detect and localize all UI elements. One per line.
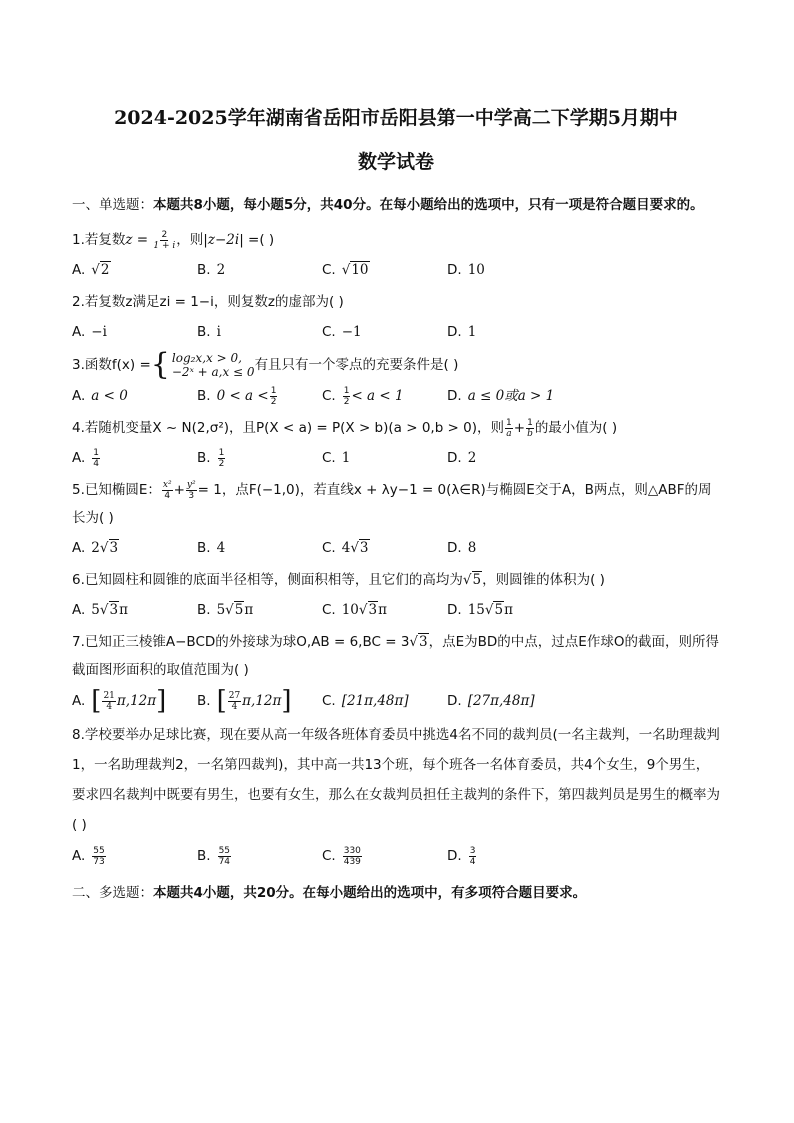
sqrt: √5	[225, 602, 244, 618]
option-label: B.	[197, 450, 211, 466]
question-number: 6.	[72, 572, 85, 588]
fraction-numerator: 330	[343, 845, 361, 856]
interval	[91, 688, 166, 714]
option-label: C.	[322, 450, 336, 466]
question-2-options	[72, 320, 720, 344]
question-text: 已知椭圆E：	[84, 482, 161, 498]
fraction-denominator: 4	[231, 701, 238, 712]
option-a[interactable]	[72, 320, 197, 344]
fraction-numerator: 3	[469, 845, 476, 856]
question-text: 若随机变量X ~ N(2,σ²)，且P(X < a) = P(X > b)(a > 0,b > 0)，则	[84, 420, 505, 436]
fraction-denominator: 3	[188, 490, 195, 501]
fraction-numerator: 1	[527, 417, 533, 428]
option-label: A.	[72, 262, 86, 278]
right-bracket-icon: ]	[156, 686, 167, 716]
piecewise-row: −2ˣ + a,x ≤ 0	[171, 365, 255, 379]
option-a[interactable]	[72, 598, 197, 622]
option-value: −1	[341, 324, 362, 340]
option-d[interactable]	[447, 536, 572, 560]
section-2-heading	[72, 878, 720, 908]
option-c[interactable]	[322, 536, 447, 560]
option-b[interactable]	[197, 688, 322, 714]
fraction-denominator: 4	[106, 701, 113, 712]
fraction	[92, 448, 100, 469]
fraction	[270, 386, 278, 407]
section-2-label: 二、多选题：	[72, 885, 153, 901]
section-1-heading	[72, 190, 720, 220]
question-6	[72, 566, 720, 594]
sqrt: √2	[91, 262, 110, 278]
option-value: a < 0	[91, 388, 128, 404]
option-a[interactable]	[72, 688, 197, 714]
interval	[217, 688, 292, 714]
section-1-desc: 本题共8小题，每小题5分，共40分。在每小题给出的选项中，只有一项是符合题目要求的。	[153, 197, 704, 213]
fraction-numerator: 27	[228, 690, 241, 701]
question-4	[72, 414, 720, 442]
option-value: 2	[216, 262, 226, 278]
question-2	[72, 288, 720, 316]
option-label: A.	[72, 450, 86, 466]
sqrt: √5	[484, 602, 504, 618]
question-3-options	[72, 384, 720, 408]
fraction-denominator: 73	[93, 856, 105, 867]
option-c[interactable]	[322, 258, 447, 282]
question-text: 的最小值为( )	[534, 420, 618, 436]
math-expr: z−2i	[207, 232, 240, 248]
option-b[interactable]	[197, 844, 322, 868]
sqrt: √3	[358, 602, 378, 618]
fraction-numerator: 21	[103, 690, 115, 701]
fraction-denominator: 2	[218, 458, 225, 469]
piecewise-row: log₂x,x > 0,	[171, 351, 242, 365]
option-a[interactable]	[72, 258, 197, 282]
option-value: 5	[91, 602, 100, 618]
fraction-denominator: 4	[93, 458, 100, 469]
plus-sign: +	[173, 482, 185, 498]
option-value: π,12π	[242, 693, 282, 709]
option-value: [27π,48π]	[467, 693, 535, 709]
question-7-options	[72, 688, 720, 714]
fraction-denominator: 2	[343, 396, 350, 407]
option-label: C.	[322, 848, 336, 864]
option-label: A.	[72, 324, 86, 340]
option-label: B.	[197, 540, 211, 556]
option-b[interactable]	[197, 320, 322, 344]
option-value: π,12π	[116, 693, 157, 709]
question-1-options	[72, 258, 720, 282]
question-6-options	[72, 598, 720, 622]
option-label: D.	[447, 540, 462, 556]
option-value: a ≤ 0或a > 1	[467, 388, 555, 404]
option-d[interactable]	[447, 598, 572, 622]
option-value: π	[244, 602, 254, 618]
fraction-numerator: x²	[162, 479, 172, 490]
radicand: 3	[419, 634, 428, 650]
question-number: 2.	[72, 294, 85, 310]
option-c[interactable]	[322, 688, 447, 714]
fraction-denominator: 2	[270, 396, 277, 407]
section-1-label: 一、单选题：	[72, 197, 153, 213]
option-c[interactable]	[322, 844, 447, 868]
fraction-denominator: 439	[343, 856, 361, 867]
option-b[interactable]	[197, 598, 322, 622]
fraction-denominator: 4	[469, 856, 476, 867]
option-value: 8	[467, 540, 477, 556]
option-b[interactable]	[197, 536, 322, 560]
option-d[interactable]	[447, 320, 572, 344]
option-label: B.	[197, 388, 211, 404]
option-c[interactable]	[322, 598, 447, 622]
option-b[interactable]	[197, 258, 322, 282]
option-a[interactable]	[72, 446, 197, 470]
question-5-options	[72, 536, 720, 560]
question-text: 若复数z满足zi = 1−i，则复数z的虚部为( )	[84, 294, 344, 310]
option-value: 10	[467, 262, 485, 278]
option-value: [21π,48π]	[341, 693, 409, 709]
option-d[interactable]	[447, 688, 572, 714]
fraction-denominator: 4	[164, 490, 171, 501]
option-value: 5	[216, 602, 226, 618]
fraction-numerator: 1	[270, 385, 277, 396]
question-8-options	[72, 844, 720, 868]
option-a[interactable]	[72, 384, 197, 408]
option-d[interactable]	[447, 446, 572, 470]
fraction	[526, 418, 534, 439]
option-value: 1	[341, 450, 351, 466]
option-label: B.	[197, 324, 211, 340]
plus-sign: +	[513, 420, 526, 436]
fraction-denominator: b	[527, 428, 533, 439]
fraction-numerator: 1	[343, 385, 350, 396]
fraction	[218, 448, 226, 469]
fraction	[153, 230, 175, 251]
question-text: ，则|	[176, 232, 208, 248]
fraction-denominator: 74	[218, 856, 231, 867]
option-c[interactable]	[322, 320, 447, 344]
option-value: 10	[351, 262, 369, 278]
radicand: 3	[109, 602, 119, 618]
option-label: C.	[322, 388, 336, 404]
radicand: 3	[109, 540, 119, 556]
option-label: D.	[447, 324, 462, 340]
question-text: 有且只有一个零点的充要条件是( )	[254, 357, 459, 373]
option-value: 2	[91, 540, 100, 556]
fraction	[343, 846, 362, 867]
fraction-denominator: a	[506, 428, 512, 439]
sqrt: √3	[99, 602, 119, 618]
exam-title-line1: 2024-2025学年湖南省岳阳市岳阳县第一中学高二下学期5月期中	[114, 107, 678, 129]
math-expr: z =	[125, 232, 153, 248]
piecewise-function	[150, 347, 255, 382]
option-value: 10	[341, 602, 359, 618]
option-value: π	[504, 602, 513, 618]
option-d[interactable]	[447, 844, 572, 868]
option-label: C.	[322, 602, 336, 618]
fraction	[162, 480, 173, 501]
option-c[interactable]	[322, 446, 447, 470]
sqrt: √5	[462, 572, 482, 588]
sqrt: √3	[350, 540, 369, 556]
question-text: 已知正三棱锥A−BCD的外接球为球O,AB = 6,BC = 3	[84, 634, 410, 650]
question-number: 8.	[72, 727, 85, 743]
left-bracket-icon: [	[216, 686, 227, 716]
option-value: 2	[467, 450, 477, 466]
question-7	[72, 628, 720, 684]
option-value: 1	[467, 324, 477, 340]
option-label: B.	[197, 602, 211, 618]
option-label: A.	[72, 602, 86, 618]
section-2-desc: 本题共4小题，共20分。在每小题给出的选项中，有多项符合题目要求。	[153, 885, 587, 901]
option-label: D.	[447, 388, 462, 404]
question-text: 若复数	[84, 232, 126, 248]
option-value: π	[119, 602, 128, 618]
sqrt: √3	[99, 540, 119, 556]
fraction	[92, 846, 105, 867]
question-text: 已知圆柱和圆锥的底面半径相等，侧面积相等，且它们的高均为	[84, 572, 463, 588]
option-d[interactable]	[447, 384, 572, 408]
option-value: 2	[100, 262, 110, 278]
option-d[interactable]	[447, 258, 572, 282]
option-label: D.	[447, 262, 462, 278]
option-label: C.	[322, 262, 336, 278]
fraction	[186, 480, 197, 501]
brace-icon: {	[150, 347, 170, 382]
option-label: B.	[197, 262, 211, 278]
fraction-numerator: 1	[93, 447, 100, 458]
fraction-numerator: 1	[506, 417, 512, 428]
option-label: B.	[197, 848, 211, 864]
fraction	[102, 691, 115, 712]
fraction	[218, 846, 231, 867]
question-text: 学校要举办足球比赛，现在要从高一年级各班体育委员中挑选4名不同的裁判员(一名主裁判，一名助理裁判1，一名助理裁判2，一名第四裁判)，其中高一共13个班，每个班各一名体育委员，共4个女生，9个男生，要求四名裁判中既要有男生，也要有女生，那么在女裁判员担任主裁判的条件下，第四裁判员是男生的概率为( )	[72, 727, 720, 833]
question-number: 1.	[72, 232, 85, 248]
question-3	[72, 347, 720, 382]
option-a[interactable]	[72, 844, 197, 868]
left-bracket-icon: [	[91, 686, 102, 716]
option-value: 4	[341, 540, 351, 556]
option-value: < a < 1	[351, 388, 404, 404]
question-4-options	[72, 446, 720, 470]
sqrt: √3	[409, 634, 428, 650]
option-a[interactable]	[72, 536, 197, 560]
option-value: i	[216, 324, 221, 340]
option-label: D.	[447, 848, 462, 864]
option-value: π	[378, 602, 387, 618]
question-text: ，点E为BD的中点，过点E作球O的截面，则所得截面图形面积的取值范围为( )	[72, 634, 719, 678]
option-label: C.	[322, 693, 336, 709]
option-c[interactable]	[322, 384, 447, 408]
option-label: C.	[322, 540, 336, 556]
option-label: D.	[447, 602, 462, 618]
option-label: A.	[72, 693, 86, 709]
question-1	[72, 226, 720, 254]
question-5	[72, 476, 720, 532]
radicand: 5	[234, 602, 244, 618]
right-bracket-icon: ]	[281, 686, 292, 716]
fraction-denominator: 1 + i	[153, 240, 176, 251]
option-value: 15	[467, 602, 485, 618]
fraction	[505, 418, 513, 439]
radicand: 5	[494, 602, 504, 618]
radicand: 5	[472, 572, 482, 588]
option-label: D.	[447, 450, 462, 466]
fraction	[228, 691, 241, 712]
option-label: C.	[322, 324, 336, 340]
question-text: ，则圆锥的体积为( )	[482, 572, 605, 588]
option-label: A.	[72, 540, 86, 556]
fraction-numerator: 55	[93, 845, 105, 856]
question-text: | =( )	[239, 232, 275, 248]
fraction-numerator: 55	[218, 845, 231, 856]
fraction	[469, 846, 477, 867]
option-label: B.	[197, 693, 211, 709]
option-label: D.	[447, 693, 462, 709]
exam-title-line2: 数学试卷	[357, 151, 434, 173]
option-b[interactable]	[197, 446, 322, 470]
question-text: = 1，点F(−1,0)，若直线x + λy−1 = 0(λ∈R)与椭圆E交于A，B两点，则△ABF的周长为( )	[72, 482, 712, 526]
question-text: 函数f(x) =	[84, 357, 151, 373]
question-number: 5.	[72, 482, 85, 498]
fraction	[343, 386, 351, 407]
radicand: 3	[368, 602, 378, 618]
fraction-numerator: 1	[218, 447, 225, 458]
radicand: 3	[359, 540, 369, 556]
question-number: 7.	[72, 634, 85, 650]
fraction-numerator: 2	[161, 229, 168, 240]
option-value: 0 < a <	[216, 388, 269, 404]
question-8	[72, 720, 720, 840]
option-b[interactable]	[197, 384, 322, 408]
option-value: 4	[216, 540, 226, 556]
option-label: A.	[72, 848, 86, 864]
sqrt: √10	[341, 262, 369, 278]
fraction-numerator: y²	[186, 479, 196, 490]
question-number: 4.	[72, 420, 85, 436]
question-number: 3.	[72, 357, 85, 373]
option-value: −i	[91, 324, 107, 340]
option-label: A.	[72, 388, 86, 404]
